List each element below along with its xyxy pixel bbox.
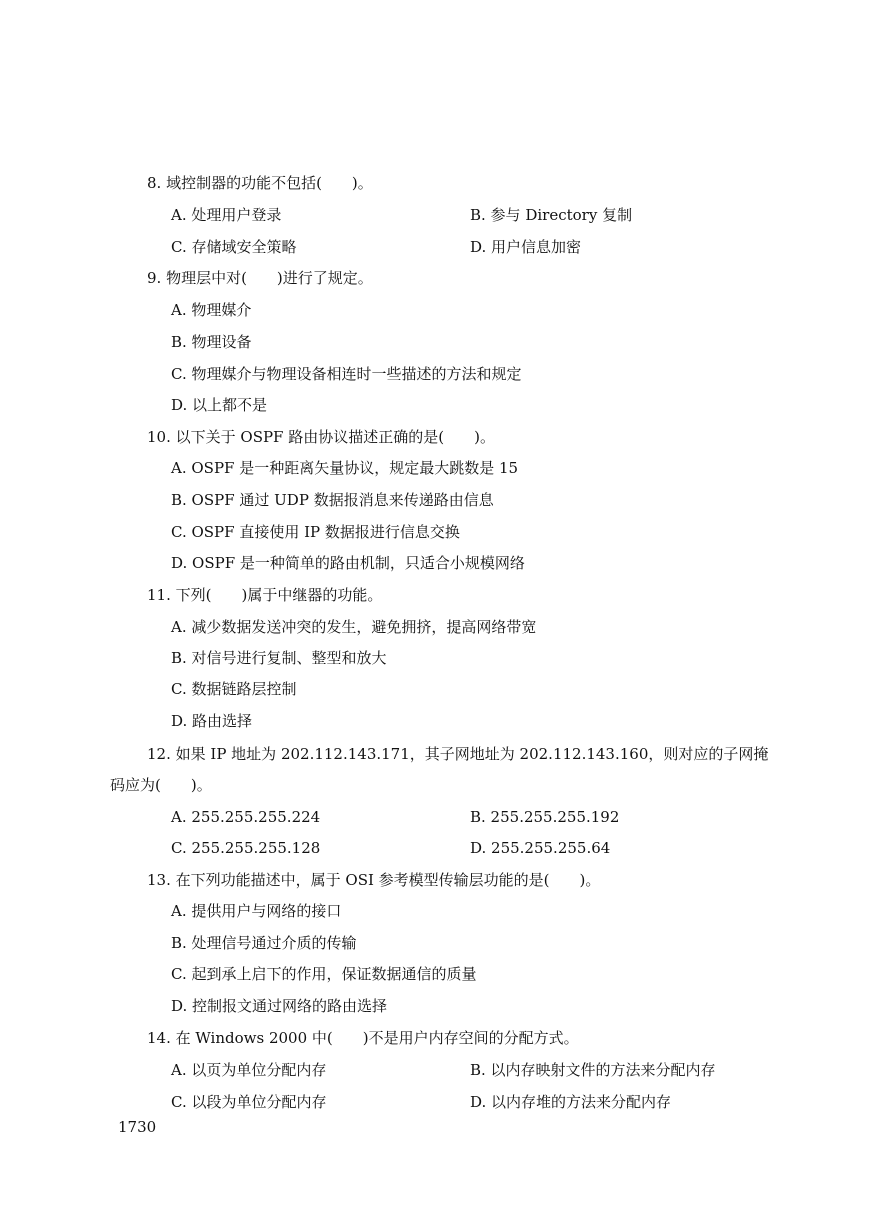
question-12-stem-continuation: 码应为( )。	[110, 776, 212, 794]
question-14-option-a: A. 以页为单位分配内存	[171, 1061, 327, 1079]
question-13-option-d: D. 控制报文通过网络的路由选择	[171, 997, 388, 1015]
question-13-option-c: C. 起到承上启下的作用，保证数据通信的质量	[171, 965, 477, 983]
question-13-option-b: B. 处理信号通过介质的传输	[171, 934, 357, 952]
question-11-option-b: B. 对信号进行复制、整型和放大	[171, 649, 387, 667]
question-9-option-c: C. 物理媒介与物理设备相连时一些描述的方法和规定	[171, 365, 522, 383]
question-14-option-c: C. 以段为单位分配内存	[171, 1093, 327, 1111]
question-8-option-a: A. 处理用户登录	[171, 206, 282, 224]
question-8-option-b: B. 参与 Directory 复制	[470, 206, 633, 224]
question-8-stem: 8. 域控制器的功能不包括( )。	[147, 174, 373, 192]
question-10-option-a: A. OSPF 是一种距离矢量协议，规定最大跳数是 15	[171, 459, 519, 477]
question-12-option-d: D. 255.255.255.64	[470, 839, 611, 857]
question-13-option-a: A. 提供用户与网络的接口	[171, 902, 342, 920]
question-12-stem: 12. 如果 IP 地址为 202.112.143.171，其子网地址为 202.112.143.160，则对应的子网掩	[147, 745, 769, 763]
question-14-stem: 14. 在 Windows 2000 中( )不是用户内存空间的分配方式。	[147, 1029, 579, 1047]
question-14-option-b: B. 以内存映射文件的方法来分配内存	[470, 1061, 716, 1079]
page-number: 1730	[118, 1118, 157, 1136]
question-11-option-a: A. 减少数据发送冲突的发生，避免拥挤，提高网络带宽	[171, 618, 537, 636]
question-10-stem: 10. 以下关于 OSPF 路由协议描述正确的是( )。	[147, 428, 495, 446]
question-8-option-c: C. 存储域安全策略	[171, 238, 297, 256]
question-10-option-c: C. OSPF 直接使用 IP 数据报进行信息交换	[171, 523, 460, 541]
question-11-stem: 11. 下列( )属于中继器的功能。	[147, 586, 383, 604]
question-10-option-d: D. OSPF 是一种简单的路由机制，只适合小规模网络	[171, 554, 525, 572]
question-11-option-d: D. 路由选择	[171, 712, 253, 730]
question-9-option-b: B. 物理设备	[171, 333, 252, 351]
question-12-option-c: C. 255.255.255.128	[171, 839, 321, 857]
question-12-option-a: A. 255.255.255.224	[171, 808, 321, 826]
question-8-option-d: D. 用户信息加密	[470, 238, 582, 256]
question-11-option-c: C. 数据链路层控制	[171, 680, 297, 698]
question-9-option-a: A. 物理媒介	[171, 301, 252, 319]
question-14-option-d: D. 以内存堆的方法来分配内存	[470, 1093, 672, 1111]
question-13-stem: 13. 在下列功能描述中，属于 OSI 参考模型传输层功能的是( )。	[147, 871, 601, 889]
question-10-option-b: B. OSPF 通过 UDP 数据报消息来传递路由信息	[171, 491, 494, 509]
question-9-stem: 9. 物理层中对( )进行了规定。	[147, 269, 373, 287]
question-12-option-b: B. 255.255.255.192	[470, 808, 620, 826]
question-9-option-d: D. 以上都不是	[171, 396, 268, 414]
